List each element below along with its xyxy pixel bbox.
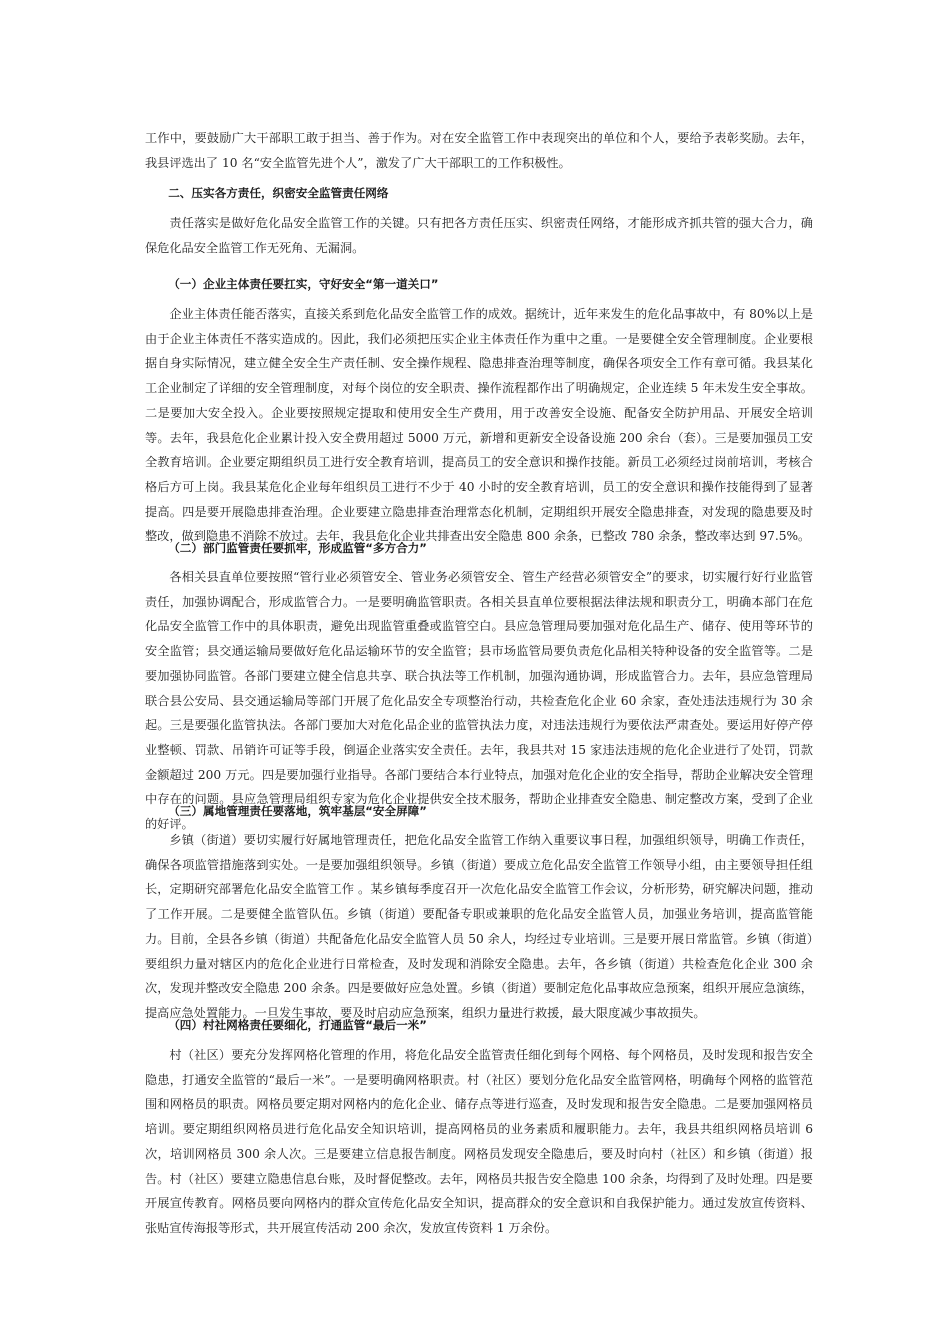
paragraph: 村（社区）要充分发挥网格化管理的作用，将危化品安全监管责任细化到每个网格、每个网格员，及时发现和报告安全隐患，打通安全监管的“最后一米”。一是要明确网格职责。村（社区）要划分危化品安全监管网格，明确每个网格的监管范围和网格员的职责。网格员要定期对网格内的危化企业、储存点等进行巡查，及时发现和报告安全隐患。二是要加强网格员培训。要定期组织网格员进行危化品安全知识培训，提高网格员的业务素质和履职能力。去年，我县共组织网格员培训 6 次，培训网格员 300 余人次。三是要建立信息报告制度。网格员发现安全隐患后，要及时向村（社区）和乡镇（街道）报告。村（社区）要建立隐患信息台账，及时督促整改。去年，网格员共报告安全隐患 100 余条，均得到了及时处理。四是要开展宣传教育。网格员要向网格内的群众宣传危化品安全知识，提高群众的安全意识和自我保护能力。通过发放宣传资料、张贴宣传海报等形式，共开展宣传活动 200 余次，发放宣传资料 1 万余份。 bbox=[145, 1048, 813, 1235]
subsection-heading-4 bbox=[145, 1015, 813, 1035]
heading: （三）属地管理责任要落地，筑牢基层“安全屏障” bbox=[168, 804, 427, 818]
paragraph: 乡镇（街道）要切实履行好属地管理责任，把危化品安全监管工作纳入重要议事日程，加强组织领导，明确工作责任，确保各项监管措施落到实处。一是要加强组织领导。乡镇（街道）要成立危化品安全监管工作领导小组，由主要领导担任组长，定期研究部署危化品安全监管工作 。某乡镇每季度召开一次危化品安全监管工作会议，分析形势，研究解决问题，推动了工作开展。二是要健全监管队伍。乡镇（街道）要配备专职或兼职的危化品安全监管人员，加强业务培训，提高监管能力。目前，全县各乡镇（街道）共配备危化品安全监管人员 50 余人，均经过专业培训。三是要开展日常监管。乡镇（街道）要组织力量对辖区内的危化企业进行日常检查，及时发现和消除安全隐患。去年，各乡镇（街道）共检查危化企业 300 余次，发现并整改安全隐患 200 余条。四是要做好应急处置。乡镇（街道）要制定危化品事故应急预案，组织开展应急演练，提高应急处置能力。一旦发生事故，要及时启动应急预案，组织力量进行救援，最大限度减少事故损失。 bbox=[145, 833, 813, 1020]
intro-paragraph bbox=[145, 126, 813, 175]
subsection-1-body bbox=[145, 302, 813, 549]
paragraph: 工作中，要鼓励广大干部职工敢于担当、善于作为。对在安全监管工作中表现突出的单位和个人，要给予表彰奖励。去年，我县评选出了 10 名“安全监管先进个人”，激发了广大干部职工的工作积极性。 bbox=[145, 131, 813, 170]
heading: 二、压实各方责任，织密安全监管责任网络 bbox=[168, 186, 389, 200]
heading: （二）部门监管责任要抓牢，形成监管“多方合力” bbox=[168, 541, 427, 555]
section-2-intro bbox=[145, 211, 813, 260]
subsection-heading-1 bbox=[145, 274, 813, 294]
subsection-4-body bbox=[145, 1043, 813, 1241]
subsection-3-body bbox=[145, 828, 813, 1026]
subsection-heading-3 bbox=[145, 801, 813, 821]
paragraph: 责任落实是做好危化品安全监管工作的关键。只有把各方责任压实、织密责任网络，才能形成齐抓共管的强大合力，确保危化品安全监管工作无死角、无漏洞。 bbox=[145, 216, 813, 255]
paragraph: 各相关县直单位要按照“管行业必须管安全、管业务必须管安全、管生产经营必须管安全”的要求，切实履行好行业监管责任，加强协调配合，形成监管合力。一是要明确监管职责。各相关县直单位要根据法律法规和职责分工，明确本部门在危化品安全监管工作中的具体职责，避免出现监管重叠或监管空白。县应急管理局要加强对危化品生产、储存、使用等环节的安全监管；县交通运输局要做好危化品运输环节的安全监管；县市场监管局要负责危化品相关特种设备的安全监管等。二是要加强协同监管。各部门要建立健全信息共享、联合执法等工作机制，加强沟通协调，形成监管合力。去年，县应急管理局联合县公安局、县交通运输局等部门开展了危化品安全专项整治行动，共检查危化企业 60 余家，查处违法违规行为 30 余起。三是要强化监管执法。各部门要加大对危化品企业的监管执法力度，对违法违规行为要依法严肃查处。要运用好停产停业整顿、罚款、吊销许可证等手段，倒逼企业落实安全责任。去年，我县共对 15 家违法违规的危化企业进行了处罚，罚款金额超过 200 万元。四是要加强行业指导。各部门要结合本行业特点，加强对危化企业的安全指导，帮助企业解决安全管理中存在的问题。县应急管理局组织专家为危化企业提供安全技术服务，帮助企业排查安全隐患、制定整改方案，受到了企业的好评。 bbox=[145, 570, 813, 832]
subsection-2-body bbox=[145, 565, 813, 837]
paragraph: 企业主体责任能否落实，直接关系到危化品安全监管工作的成效。据统计，近年来发生的危化品事故中，有 80%以上是由于企业主体责任不落实造成的。因此，我们必须把压实企业主体责任作为重中之重。一是要健全安全管理制度。企业要根据自身实际情况，建立健全安全生产责任制、安全操作规程、隐患排查治理等制度，确保各项安全工作有章可循。我县某化工企业制定了详细的安全管理制度，对每个岗位的安全职责、操作流程都作出了明确规定，企业连续 5 年未发生安全事故。二是要加大安全投入。企业要按照规定提取和使用安全生产费用，用于改善安全设施、配备安全防护用品、开展安全培训等。去年，我县危化企业累计投入安全费用超过 5000 万元，新增和更新安全设备设施 200 余台（套）。三是要加强员工安全教育培训。企业要定期组织员工进行安全教育培训，提高员工的安全意识和操作技能。新员工必须经过岗前培训，考核合格后方可上岗。我县某危化企业每年组织员工进行不少于 40 小时的安全教育培训，员工的安全意识和操作技能得到了显著提高。四是要开展隐患排查治理。企业要建立隐患排查治理常态化机制，定期组织开展安全隐患排查，对发现的隐患要及时整改，做到隐患不消除不放过。去年，我县危化企业共排查出安全隐患 800 余条，已整改 780 余条，整改率达到 97.5%。 bbox=[145, 307, 813, 544]
section-heading-2 bbox=[145, 183, 813, 203]
subsection-heading-2 bbox=[145, 538, 813, 558]
heading: （四）村社网格责任要细化，打通监管“最后一米” bbox=[168, 1018, 427, 1032]
heading: （一）企业主体责任要扛实，守好安全“第一道关口” bbox=[168, 277, 439, 291]
